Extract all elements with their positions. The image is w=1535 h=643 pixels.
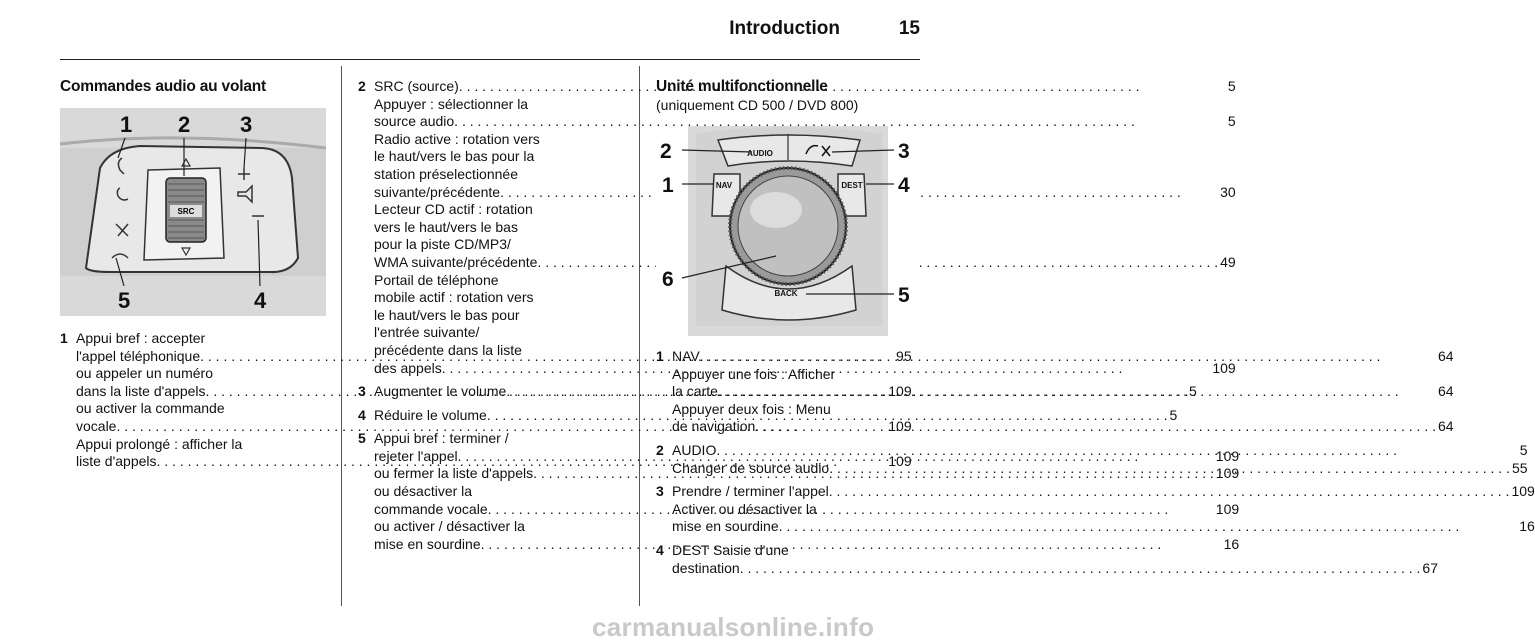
item-number: 5 [358,430,366,447]
list-line: mise en sourdine [374,535,481,552]
list-line: Prendre / terminer l'appel [672,483,829,500]
item-number: 2 [656,441,664,458]
section-heading-steering-controls: Commandes audio au volant [60,78,267,95]
page-ref: 109 [888,417,912,434]
steering-controls-figure [60,108,326,316]
nav-button-label: NAV [715,181,733,190]
page-ref: 109 [888,382,912,399]
list-line: ou fermer la liste d'appels [374,465,534,482]
list-line: NAV [672,348,700,364]
item-number: 1 [656,348,664,364]
list-line: Portail de téléphone [374,271,499,288]
callout-4: 4 [254,288,267,313]
list-line: liste d'appels [76,453,157,470]
item-number: 3 [358,383,366,400]
list-line: suivante/précédente [374,183,501,200]
list-line: commande vocale [374,500,488,517]
page-ref: 67 [1422,559,1438,576]
list-line: Appuyer deux fois : Menu [672,400,831,417]
list-line: pour la piste CD/MP3/ [374,236,511,253]
callout-3: 3 [240,112,253,137]
page-ref: 109 [888,453,912,470]
watermark: carmanualsonline.info [592,612,875,642]
list-line: Activer ou désactiver la [672,500,817,517]
page-ref: 49 [1220,253,1236,270]
list-line: l'appel téléphonique [76,347,201,364]
callout-4: 4 [898,174,910,197]
list-line: SRC (source) [374,78,459,94]
section-heading-multifunction: Unité multifonctionnelle [656,78,828,95]
page-ref: 16 [1223,535,1240,552]
item-number: 4 [656,541,664,558]
page-ref: 109 [1215,465,1240,482]
callout-3: 3 [898,140,910,163]
list-line: vers le haut/vers le bas [374,218,518,235]
page-ref: 5 [1189,383,1197,400]
dest-button-label: DEST [841,181,863,190]
page-ref: 5 [1519,441,1528,458]
callout-6: 6 [662,268,674,291]
list-line: dans la liste d'appels [76,382,206,399]
list-line: DEST Saisie d'une [672,541,789,558]
list-item [656,483,1535,536]
list-line: ou appeler un numéro [76,365,213,382]
list-line: Appui bref : terminer / [374,430,509,447]
page-ref: 109 [1511,483,1535,500]
multifunction-unit-figure [656,126,920,336]
list-line: Lecteur CD actif : rotation [374,201,533,218]
page-ref: 95 [896,347,912,364]
list-line: Appui prolongé : afficher la [76,435,243,452]
list-line: la carte [672,383,718,400]
list-line: ou désactiver la [374,483,473,500]
back-button-label: BACK [774,289,798,298]
list-line: station préselectionnée [374,165,518,182]
page-ref: 5 [1227,78,1236,94]
list-line: ou activer la commande [76,400,225,417]
list-line: Appui bref : accepter [76,330,206,346]
item-number: 3 [656,483,664,500]
section-subheading: (uniquement CD 500 / DVD 800) [656,97,859,113]
right-list [656,348,1535,583]
list-line: rejeter l'appel [374,447,458,464]
page-number: 15 [898,18,920,39]
list-line: Réduire le volume [374,406,487,423]
list-line: le haut/vers le bas pour la [374,148,535,165]
list-line: Changer de source audio [672,459,830,476]
page-ref: 64 [1438,418,1454,435]
callout-5: 5 [898,284,910,307]
list-line: WMA suivante/précédente [374,253,538,270]
list-line: Augmenter le volume [374,383,507,400]
list-line: ou activer / désactiver la [374,518,525,535]
list-line: AUDIO [672,441,717,458]
list-line: précédente dans la liste [374,341,522,358]
list-line: destination [672,559,740,576]
callout-5: 5 [118,288,131,313]
page-ref: 109 [1212,359,1236,376]
list-line: mise en sourdine [672,518,779,535]
list-line: de navigation [672,418,756,435]
list-line: mobile actif : rotation vers [374,289,534,306]
list-line: Appuyer une fois : Afficher [672,365,836,382]
audio-button-label: AUDIO [747,149,773,158]
page-ref: 109 [1215,447,1240,464]
item-number: 2 [358,78,366,94]
page-ref: 64 [1438,348,1454,364]
src-label: SRC [177,207,195,216]
callout-2: 2 [178,112,191,137]
list-line: source audio [374,113,455,130]
callout-2: 2 [660,140,672,163]
list-line: des appels [374,359,442,376]
page-ref: 16 [1519,518,1535,535]
item-number: 4 [358,406,366,423]
list-line: vocale [76,417,117,434]
header-title: Introduction [729,18,840,39]
page-ref: 30 [1220,183,1236,200]
page-ref: 64 [1438,383,1454,400]
item-number: 1 [60,330,68,346]
page-ref: 109 [1215,500,1240,517]
list-line: Radio active : rotation vers [374,130,540,147]
list-line: le haut/vers le bas pour [374,306,520,323]
header-rule [60,59,920,60]
callout-1: 1 [662,174,674,197]
callout-1: 1 [120,112,133,137]
page-ref: 5 [1227,113,1236,130]
page-ref: 55 [1511,459,1528,476]
list-line: Appuyer : sélectionner la [374,95,529,112]
page-ref: 5 [1169,406,1178,423]
list-line: l'entrée suivante/ [374,324,480,341]
